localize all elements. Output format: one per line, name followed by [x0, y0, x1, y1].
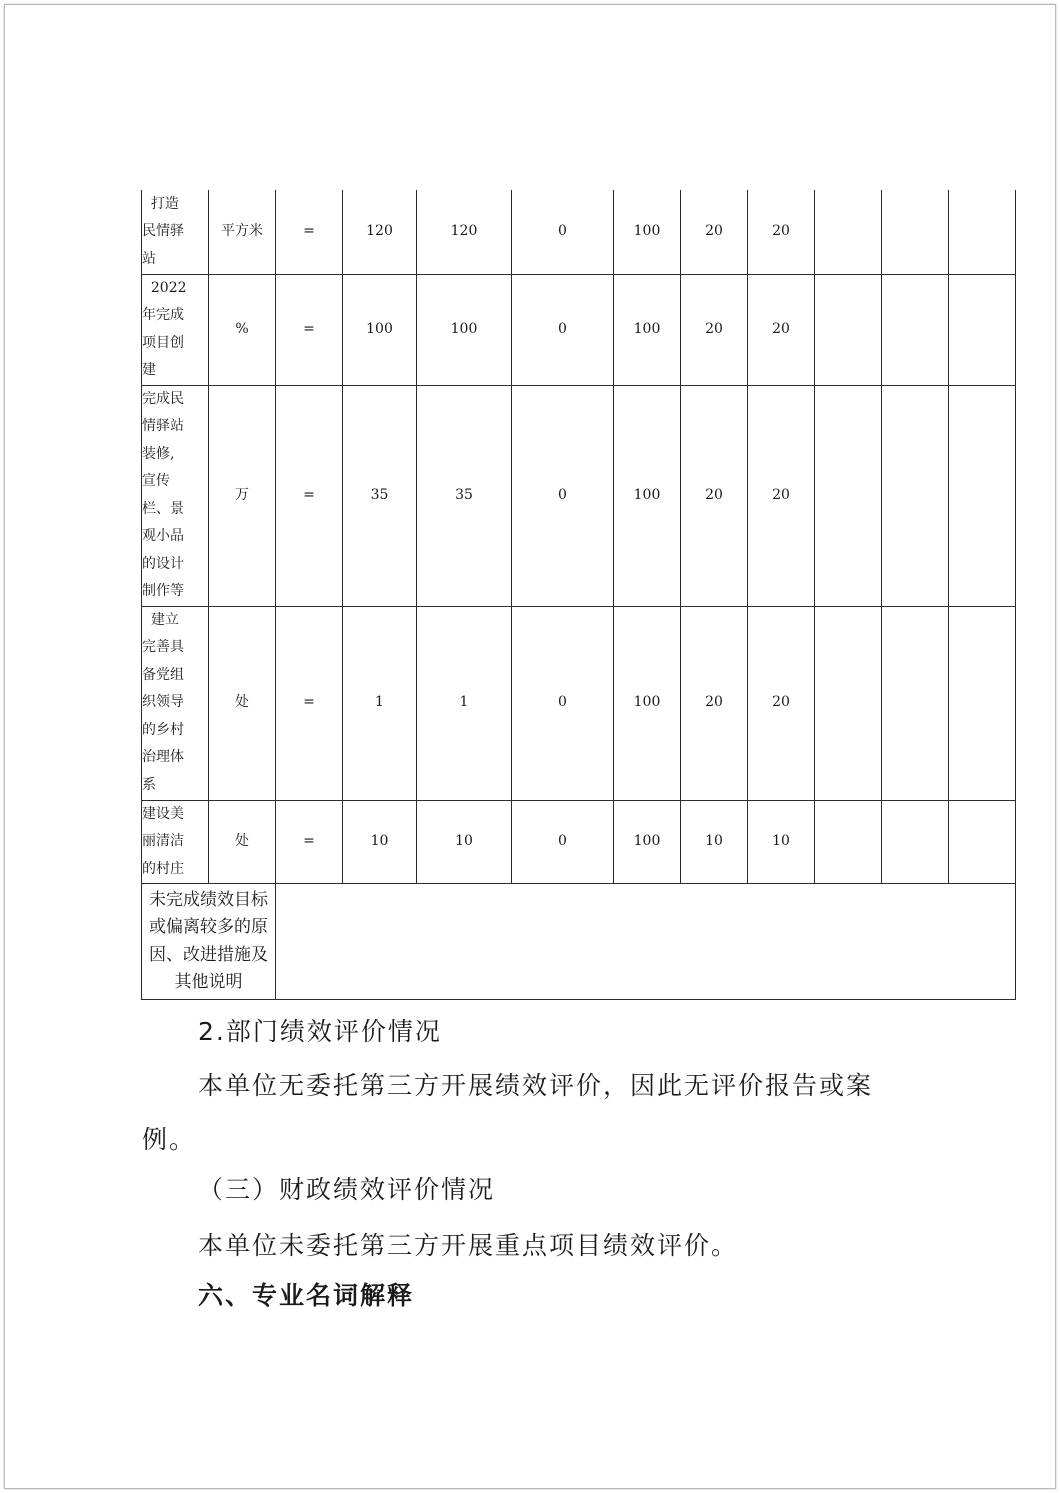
score-cell: 20 — [748, 385, 815, 606]
score-cell: 10 — [748, 800, 815, 884]
note-label: 未完成绩效目标或偏离较多的原因、改进措施及其他说明 — [142, 884, 276, 1000]
empty-cell — [882, 385, 949, 606]
deviation-cell: 0 — [512, 800, 614, 884]
score-cell: 20 — [748, 274, 815, 385]
empty-cell — [949, 606, 1016, 800]
note-value — [276, 884, 1016, 1000]
score-cell: 20 — [748, 190, 815, 274]
section-2-paragraph-line-2: 例。 — [142, 1125, 197, 1154]
deviation-cell: 0 — [512, 274, 614, 385]
actual-cell: 100 — [417, 274, 512, 385]
indicator-name: 完成民 情驿站 装修, 宣传 栏、景 观小品 的设计 制作等 — [142, 385, 209, 606]
rate-cell: 100 — [614, 800, 681, 884]
table-row — [142, 800, 1016, 884]
empty-cell — [815, 385, 882, 606]
target-cell: 100 — [343, 274, 417, 385]
rate-cell: 100 — [614, 385, 681, 606]
deviation-cell: 0 — [512, 606, 614, 800]
unit-cell: 处 — [209, 800, 276, 884]
empty-cell — [949, 385, 1016, 606]
section-2-paragraph-line-1: 本单位无委托第三方开展绩效评价，因此无评价报告或案 — [198, 1071, 874, 1100]
rate-cell: 100 — [614, 606, 681, 800]
weight-cell: 10 — [681, 800, 748, 884]
weight-cell: 20 — [681, 606, 748, 800]
score-cell: 20 — [748, 606, 815, 800]
actual-cell: 10 — [417, 800, 512, 884]
deviation-cell: 0 — [512, 385, 614, 606]
weight-cell: 20 — [681, 274, 748, 385]
indicator-name: 建设美 丽清洁 的村庄 — [142, 800, 209, 884]
operator-cell: = — [276, 274, 343, 385]
actual-cell: 35 — [417, 385, 512, 606]
empty-cell — [882, 606, 949, 800]
section-6-heading: 六、专业名词解释 — [198, 1281, 415, 1310]
operator-cell: = — [276, 190, 343, 274]
operator-cell: = — [276, 606, 343, 800]
unit-cell: 处 — [209, 606, 276, 800]
rate-cell: 100 — [614, 190, 681, 274]
operator-cell: = — [276, 800, 343, 884]
empty-cell — [882, 190, 949, 274]
empty-cell — [882, 800, 949, 884]
section-3-paragraph: 本单位未委托第三方开展重点项目绩效评价。 — [198, 1231, 739, 1260]
unit-cell: 平方米 — [209, 190, 276, 274]
empty-cell — [949, 274, 1016, 385]
indicator-name: 打造 民情驿 站 — [142, 190, 209, 274]
deviation-cell: 0 — [512, 190, 614, 274]
empty-cell — [815, 606, 882, 800]
unit-cell: 万 — [209, 385, 276, 606]
empty-cell — [815, 274, 882, 385]
performance-indicator-table — [141, 190, 1016, 1000]
target-cell: 1 — [343, 606, 417, 800]
empty-cell — [949, 190, 1016, 274]
actual-cell: 1 — [417, 606, 512, 800]
table-row — [142, 606, 1016, 800]
section-3-heading: （三）财政绩效评价情况 — [198, 1175, 496, 1204]
target-cell: 10 — [343, 800, 417, 884]
operator-cell: = — [276, 385, 343, 606]
indicator-name: 建立 完善具 备党组 织领导 的乡村 治理体 系 — [142, 606, 209, 800]
empty-cell — [815, 800, 882, 884]
indicator-name: 2022 年完成 项目创 建 — [142, 274, 209, 385]
section-2-heading: 2.部门绩效评价情况 — [198, 1017, 442, 1046]
table-row — [142, 190, 1016, 274]
empty-cell — [882, 274, 949, 385]
unit-cell: % — [209, 274, 276, 385]
empty-cell — [949, 800, 1016, 884]
rate-cell: 100 — [614, 274, 681, 385]
target-cell: 120 — [343, 190, 417, 274]
empty-cell — [815, 190, 882, 274]
weight-cell: 20 — [681, 385, 748, 606]
actual-cell: 120 — [417, 190, 512, 274]
weight-cell: 20 — [681, 190, 748, 274]
note-row — [142, 884, 1016, 1000]
table-row — [142, 385, 1016, 606]
target-cell: 35 — [343, 385, 417, 606]
table-row — [142, 274, 1016, 385]
